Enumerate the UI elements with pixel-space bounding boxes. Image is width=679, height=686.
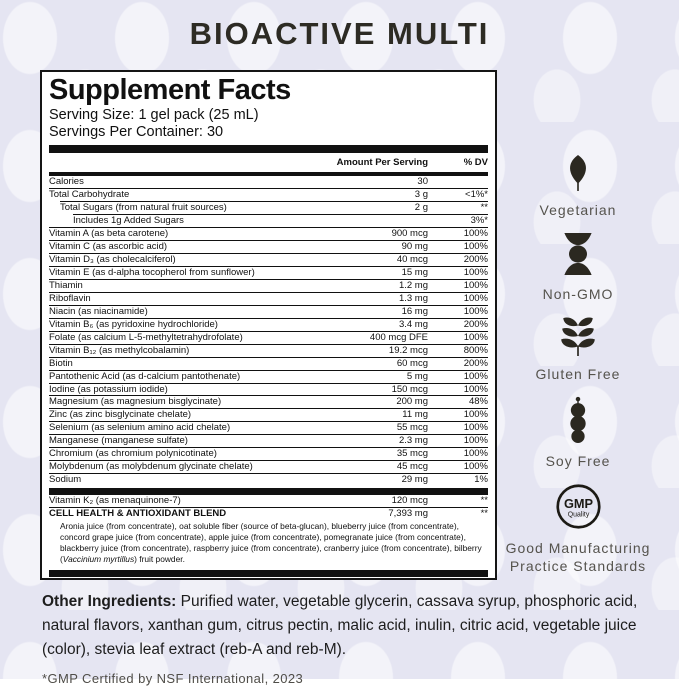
nutrient-dv: ** [428, 496, 488, 506]
nutrient-name: Niacin (as niacinamide) [49, 307, 328, 317]
nutrient-amount: 16 mg [328, 307, 428, 317]
gmp-seal-text: GMP [563, 496, 593, 511]
nutrient-amount: 29 mg [328, 475, 428, 485]
nutrient-name: Riboflavin [49, 294, 328, 304]
nutrient-amount: 150 mcg [328, 385, 428, 395]
table-row [49, 188, 488, 201]
nutrient-dv: 100% [428, 333, 488, 343]
nutrient-name: Magnesium (as magnesium bisglycinate) [49, 397, 328, 407]
nutrient-dv: 100% [428, 242, 488, 252]
supplement-facts-title: Supplement Facts [49, 75, 488, 107]
table-row [60, 201, 488, 214]
blend-description [60, 520, 488, 568]
table-row [49, 383, 488, 396]
nutrient-dv: 100% [428, 410, 488, 420]
nutrient-amount: 30 [328, 177, 428, 187]
blend-text-end: ) fruit powder. [134, 554, 185, 564]
table-row [49, 507, 488, 520]
table-row [49, 318, 488, 331]
gmp-seal-icon [555, 483, 602, 530]
nutrient-dv: 200% [428, 359, 488, 369]
table-row [49, 357, 488, 370]
table-row [49, 253, 488, 266]
nutrient-amount: 400 mcg DFE [328, 333, 428, 343]
badge-vegetarian [540, 155, 617, 220]
nutrient-amount: 11 mg [328, 410, 428, 420]
nutrient-amount: 19.2 mcg [328, 346, 428, 356]
nutrient-dv: 100% [428, 462, 488, 472]
nutrient-name: CELL HEALTH & ANTIOXIDANT BLEND [49, 509, 328, 519]
table-row [49, 240, 488, 253]
nutrient-name: Includes 1g Added Sugars [73, 216, 328, 226]
nutrient-name: Total Carbohydrate [49, 190, 328, 200]
table-row [49, 447, 488, 460]
other-ingredients-text: Purified water, vegetable glycerin, cassava syrup, phosphoric acid, natural flavors, xanthan gum, citrus pectin, malic acid, inulin, citric acid, vegetable juice (color), stevia leaf extract (reb-A and reb-M). [42, 593, 637, 658]
nutrient-amount: 90 mg [328, 242, 428, 252]
nutrient-dv: 3%* [428, 216, 488, 226]
table-row [49, 495, 488, 507]
badge-label: Non-GMO [543, 285, 614, 304]
nutrient-amount: 5 mg [328, 372, 428, 382]
certification-badges [493, 155, 663, 588]
table-row [49, 370, 488, 383]
nutrient-amount: 2.3 mg [328, 436, 428, 446]
nutrient-name: Thiamin [49, 281, 328, 291]
nutrient-dv: 100% [428, 307, 488, 317]
nutrient-name: Vitamin D₃ (as cholecalciferol) [49, 255, 328, 265]
badge-gluten-free [536, 316, 621, 384]
nutrient-amount: 35 mcg [328, 449, 428, 459]
nutrient-name: Vitamin C (as ascorbic acid) [49, 242, 328, 252]
nutrient-name: Sodium [49, 475, 328, 485]
table-row [49, 408, 488, 421]
nutrient-name: Calories [49, 177, 328, 187]
nutrient-dv: 100% [428, 268, 488, 278]
gmp-seal-subtext: Quality [567, 511, 589, 518]
nutrient-dv: 100% [428, 423, 488, 433]
badge-label: Vegetarian [540, 201, 617, 220]
nutrient-dv: 100% [428, 436, 488, 446]
table-row [49, 292, 488, 305]
nutrient-amount: 45 mcg [328, 462, 428, 472]
badge-gmp [492, 483, 664, 577]
table-row [49, 344, 488, 357]
blend-text: Aronia juice (from concentrate), oat soluble fiber (source of beta-glucan), blueberry juice (from concentrate), concord grape juice (from concentrate), apple juice (from concentrate), pomegranate juice (from concentrate), blackberry juice (from concentrate), raspberry juice (from concentrate), cranberry juice (from concentrate), bilberry ( [60, 521, 482, 564]
table-row [49, 395, 488, 408]
nutrient-dv: 200% [428, 320, 488, 330]
table-row [49, 305, 488, 318]
serving-size: Serving Size: 1 gel pack (25 mL) [49, 107, 488, 124]
other-ingredients [42, 590, 654, 662]
thick-divider [49, 570, 488, 577]
blend-latin-name: Vaccinium myrtillus [63, 554, 134, 564]
badge-label: Soy Free [546, 452, 611, 471]
gmp-certified-note: *GMP Certified by NSF International, 2023 [42, 671, 654, 686]
badge-soy-free [546, 396, 611, 471]
nutrient-amount: 1.3 mg [328, 294, 428, 304]
nutrient-amount: 15 mg [328, 268, 428, 278]
footnotes [49, 577, 488, 580]
nutrient-name: Chromium (as chromium polynicotinate) [49, 449, 328, 459]
nutrient-dv: 100% [428, 281, 488, 291]
soybean-pod-icon [563, 396, 593, 443]
nutrient-amount: 60 mcg [328, 359, 428, 369]
nutrient-amount: 2 g [328, 203, 428, 213]
page-title: BIOACTIVE MULTI [0, 16, 679, 52]
table-row [49, 176, 488, 188]
nutrient-dv: 1% [428, 475, 488, 485]
nutrient-name: Vitamin E (as d-alpha tocopherol from sunflower) [49, 268, 328, 278]
nutrient-name: Total Sugars (from natural fruit sources) [60, 203, 328, 213]
table-row [49, 434, 488, 447]
table-row [49, 266, 488, 279]
badge-label: Gluten Free [536, 365, 621, 384]
dna-strand-icon [563, 232, 593, 276]
nutrient-dv: ** [428, 509, 488, 519]
nutrient-dv: 200% [428, 255, 488, 265]
nutrient-amount: 200 mg [328, 397, 428, 407]
nutrient-rows [49, 176, 488, 486]
nutrient-name: Vitamin B₁₂ (as methylcobalamin) [49, 346, 328, 356]
table-header-row [49, 155, 488, 171]
nutrient-name: Biotin [49, 359, 328, 369]
nutrient-name: Manganese (manganese sulfate) [49, 436, 328, 446]
nutrient-name: Vitamin K₂ (as menaquinone-7) [49, 496, 328, 506]
other-ingredients-label: Other Ingredients: [42, 593, 176, 610]
nutrient-name: Zinc (as zinc bisglycinate chelate) [49, 410, 328, 420]
nutrient-name: Vitamin B₆ (as pyridoxine hydrochloride) [49, 320, 328, 330]
table-row [49, 227, 488, 240]
table-row [49, 331, 488, 344]
nutrient-amount: 3 g [328, 190, 428, 200]
nutrient-amount: 120 mcg [328, 496, 428, 506]
table-row [49, 473, 488, 486]
nutrient-amount: 1.2 mg [328, 281, 428, 291]
nutrient-dv: ** [428, 203, 488, 213]
header-percent-dv: % DV [428, 157, 488, 168]
thick-divider [49, 488, 488, 495]
nutrient-dv: 100% [428, 229, 488, 239]
nutrient-dv: 800% [428, 346, 488, 356]
supplement-facts-panel [40, 70, 497, 580]
table-row [49, 279, 488, 292]
nutrient-amount: 7,393 mg [328, 509, 428, 519]
thick-divider [49, 145, 488, 153]
extra-rows [49, 495, 488, 520]
table-row [73, 214, 488, 227]
wheat-icon [559, 316, 597, 356]
nutrient-dv: <1%* [428, 190, 488, 200]
nutrient-dv: 100% [428, 372, 488, 382]
nutrient-amount: 55 mcg [328, 423, 428, 433]
nutrient-name: Molybdenum (as molybdenum glycinate chelate) [49, 462, 328, 472]
nutrient-dv: 100% [428, 449, 488, 459]
nutrient-name: Folate (as calcium L-5-methyltetrahydrofolate) [49, 333, 328, 343]
nutrient-amount: 3.4 mg [328, 320, 428, 330]
servings-per-container: Servings Per Container: 30 [49, 124, 488, 141]
nutrient-dv: 100% [428, 385, 488, 395]
header-amount-per-serving: Amount Per Serving [328, 157, 428, 168]
nutrient-name: Vitamin A (as beta carotene) [49, 229, 328, 239]
nutrient-amount: 40 mcg [328, 255, 428, 265]
nutrient-name: Selenium (as selenium amino acid chelate) [49, 423, 328, 433]
leaf-icon [563, 155, 593, 192]
nutrient-dv: 100% [428, 294, 488, 304]
nutrient-name: Iodine (as potassium iodide) [49, 385, 328, 395]
table-row [49, 421, 488, 434]
nutrient-amount: 900 mcg [328, 229, 428, 239]
nutrient-dv: 48% [428, 397, 488, 407]
table-row [49, 460, 488, 473]
footer [42, 590, 654, 686]
nutrient-name: Pantothenic Acid (as d-calcium pantothenate) [49, 372, 328, 382]
badge-non-gmo [543, 232, 614, 304]
badge-label: Good Manufacturing Practice Standards [492, 539, 664, 577]
